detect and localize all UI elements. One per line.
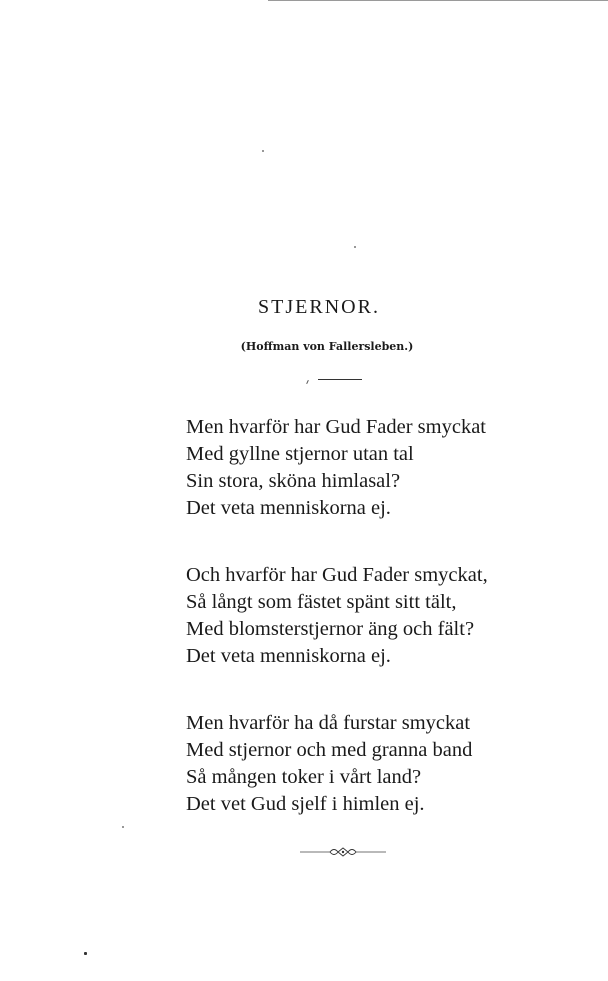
- poem-line: Med gyllne stjernor utan tal: [186, 443, 414, 465]
- title-divider: [318, 379, 362, 380]
- poem-line: Med blomsterstjernor äng och fält?: [186, 618, 475, 640]
- poem-line: Sin stora, sköna himlasal?: [186, 470, 401, 492]
- poem-line: Men hvarför har Gud Fader smyckat: [186, 416, 487, 438]
- poem-body: [186, 414, 488, 858]
- top-edge-rule: [268, 0, 608, 1]
- poem-line: Så mången toker i vårt land?: [186, 766, 422, 788]
- paper-speck: [262, 150, 264, 152]
- paper-speck: [84, 952, 87, 955]
- stanza-3: [186, 710, 488, 818]
- ornament-divider: [300, 845, 386, 859]
- poem-line: Det veta menniskorna ej.: [186, 497, 391, 519]
- poem-line: Det veta menniskorna ej.: [186, 645, 391, 667]
- poem-line: Med stjernor och med granna band: [186, 739, 473, 761]
- poem-title: STJERNOR.: [258, 296, 380, 318]
- poem-attribution: (Hoffman von Fallersleben.): [240, 340, 414, 353]
- stanza-2: [186, 562, 488, 670]
- poem-line: Och hvarför har Gud Fader smyckat,: [186, 564, 488, 586]
- poem-line: Det vet Gud sjelf i himlen ej.: [186, 793, 425, 815]
- rule-mark: [306, 380, 309, 384]
- stanza-1: [186, 414, 488, 522]
- paper-speck: [354, 246, 356, 248]
- paper-speck: [122, 826, 124, 828]
- poem-line: Så långt som fästet spänt sitt tält,: [186, 591, 457, 613]
- poem-line: Men hvarför ha då furstar smyckat: [186, 712, 471, 734]
